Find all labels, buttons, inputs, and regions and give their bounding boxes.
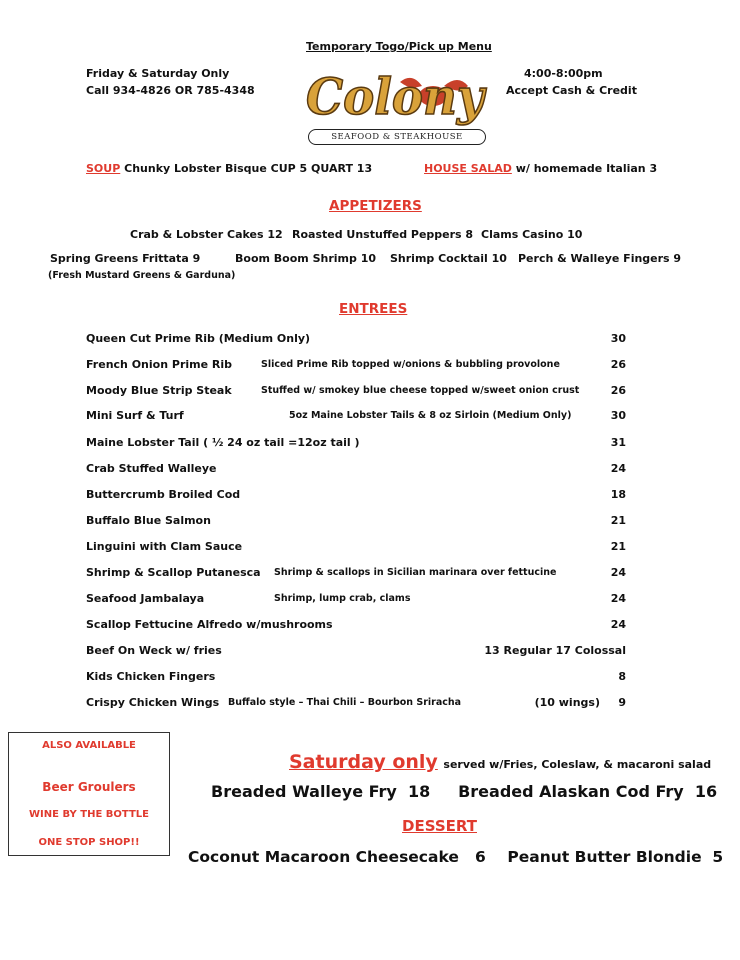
appetizer-item: Clams Casino 10 (481, 228, 583, 241)
days-text: Friday & Saturday Only (86, 67, 230, 80)
entree-name: Maine Lobster Tail ( ½ 24 oz tail =12oz tail ) (86, 436, 360, 449)
entree-row (86, 358, 626, 378)
entree-row (86, 618, 626, 638)
entree-name: French Onion Prime Rib (86, 358, 233, 371)
salad-text: w/ homemade Italian 3 (515, 162, 658, 175)
entree-name: Queen Cut Prime Rib (Medium Only) (86, 332, 311, 345)
entree-name: Mini Surf & Turf (86, 409, 184, 422)
entree-name: Beef On Weck w/ fries (86, 644, 222, 657)
saturday-note: served w/Fries, Coleslaw, & macaroni salad (443, 758, 712, 771)
phone-text: Call 934-4826 OR 785-4348 (86, 84, 255, 97)
hours-text: 4:00-8:00pm (524, 67, 603, 80)
entree-price: 30 (610, 409, 626, 422)
entree-name: Buttercrumb Broiled Cod (86, 488, 241, 501)
entree-description: 5oz Maine Lobster Tails & 8 oz Sirloin (Medium Only) (289, 410, 572, 421)
entree-price: 9 (618, 696, 626, 709)
also-title: ALSO AVAILABLE (42, 740, 136, 751)
entree-row (86, 384, 626, 404)
entree-name: Crispy Chicken Wings (86, 696, 220, 709)
entree-price: 13 Regular 17 Colossal (484, 644, 626, 657)
entree-row (86, 592, 626, 612)
saturday-line (289, 751, 711, 773)
menu-title: Temporary Togo/Pick up Menu (306, 40, 492, 53)
entree-name: Shrimp & Scallop Putanesca (86, 566, 261, 579)
entree-description: Buffalo style – Thai Chili – Bourbon Sriracha (228, 697, 462, 708)
also-item: Beer Groulers (42, 780, 136, 794)
soup-text: Chunky Lobster Bisque CUP 5 QUART 13 (124, 162, 373, 175)
soup-label: SOUP (86, 162, 121, 175)
entree-price: 30 (610, 332, 626, 345)
entree-description: Sliced Prime Rib topped w/onions & bubbling provolone (261, 359, 560, 370)
entree-price: 24 (610, 566, 626, 579)
appetizer-item: Roasted Unstuffed Peppers 8 (292, 228, 474, 241)
entree-row (86, 644, 626, 664)
soup-line (86, 162, 372, 175)
entree-row (86, 514, 626, 534)
also-available-box (8, 732, 170, 856)
appetizer-item: Crab & Lobster Cakes 12 (130, 228, 283, 241)
entree-price: 21 (610, 540, 626, 553)
also-item: WINE BY THE BOTTLE (29, 809, 149, 820)
entree-name: Linguini with Clam Sauce (86, 540, 243, 553)
entree-name: Crab Stuffed Walleye (86, 462, 217, 475)
entree-price: 26 (610, 384, 626, 397)
entree-name: Kids Chicken Fingers (86, 670, 216, 683)
payment-text: Accept Cash & Credit (506, 84, 637, 97)
entree-name: Seafood Jambalaya (86, 592, 205, 605)
entree-row (86, 488, 626, 508)
entree-price: 24 (610, 462, 626, 475)
entree-price: 24 (610, 592, 626, 605)
dessert-heading: DESSERT (402, 817, 477, 835)
entree-row (86, 409, 626, 429)
entree-description: Shrimp, lump crab, clams (274, 593, 411, 604)
entree-name: Buffalo Blue Salmon (86, 514, 211, 527)
appetizer-item: Perch & Walleye Fingers 9 (518, 252, 682, 265)
frittata-note: (Fresh Mustard Greens & Garduna) (48, 270, 236, 281)
entrees-heading: ENTREES (339, 301, 408, 317)
entree-price: 26 (610, 358, 626, 371)
logo-tagline: SEAFOOD & STEAKHOUSE (308, 129, 486, 145)
saturday-label: Saturday only (289, 751, 438, 773)
entree-price: 31 (610, 436, 626, 449)
entree-description: Stuffed w/ smokey blue cheese topped w/sweet onion crust (261, 385, 580, 396)
entree-price: 24 (610, 618, 626, 631)
appetizer-item: Spring Greens Frittata 9 (50, 252, 201, 265)
dessert-items: Coconut Macaroon Cheesecake 6 Peanut Butter Blondie 5 (188, 848, 724, 866)
entree-row (86, 566, 626, 586)
entree-description: Shrimp & scallops in Sicilian marinara over fettucine (274, 567, 557, 578)
salad-line (424, 162, 657, 175)
entree-row (86, 540, 626, 560)
entree-row (86, 332, 626, 352)
entree-row (86, 436, 626, 456)
entree-row (86, 462, 626, 482)
also-item: ONE STOP SHOP!! (38, 837, 140, 848)
logo-wordmark: Colony (306, 67, 487, 126)
appetizer-item: Shrimp Cocktail 10 (390, 252, 507, 265)
entree-portion: (10 wings) (534, 696, 600, 709)
saturday-items: Breaded Walleye Fry 18 Breaded Alaskan Cod Fry 16 (211, 782, 718, 801)
entree-price: 18 (610, 488, 626, 501)
entree-row (86, 670, 626, 690)
appetizer-item: Boom Boom Shrimp 10 (235, 252, 377, 265)
entree-price: 21 (610, 514, 626, 527)
entree-price: 8 (618, 670, 626, 683)
salad-label: HOUSE SALAD (424, 162, 512, 175)
entree-name: Scallop Fettucine Alfredo w/mushrooms (86, 618, 333, 631)
entree-row (86, 696, 626, 716)
appetizers-heading: APPETIZERS (329, 198, 422, 214)
entree-name: Moody Blue Strip Steak (86, 384, 232, 397)
